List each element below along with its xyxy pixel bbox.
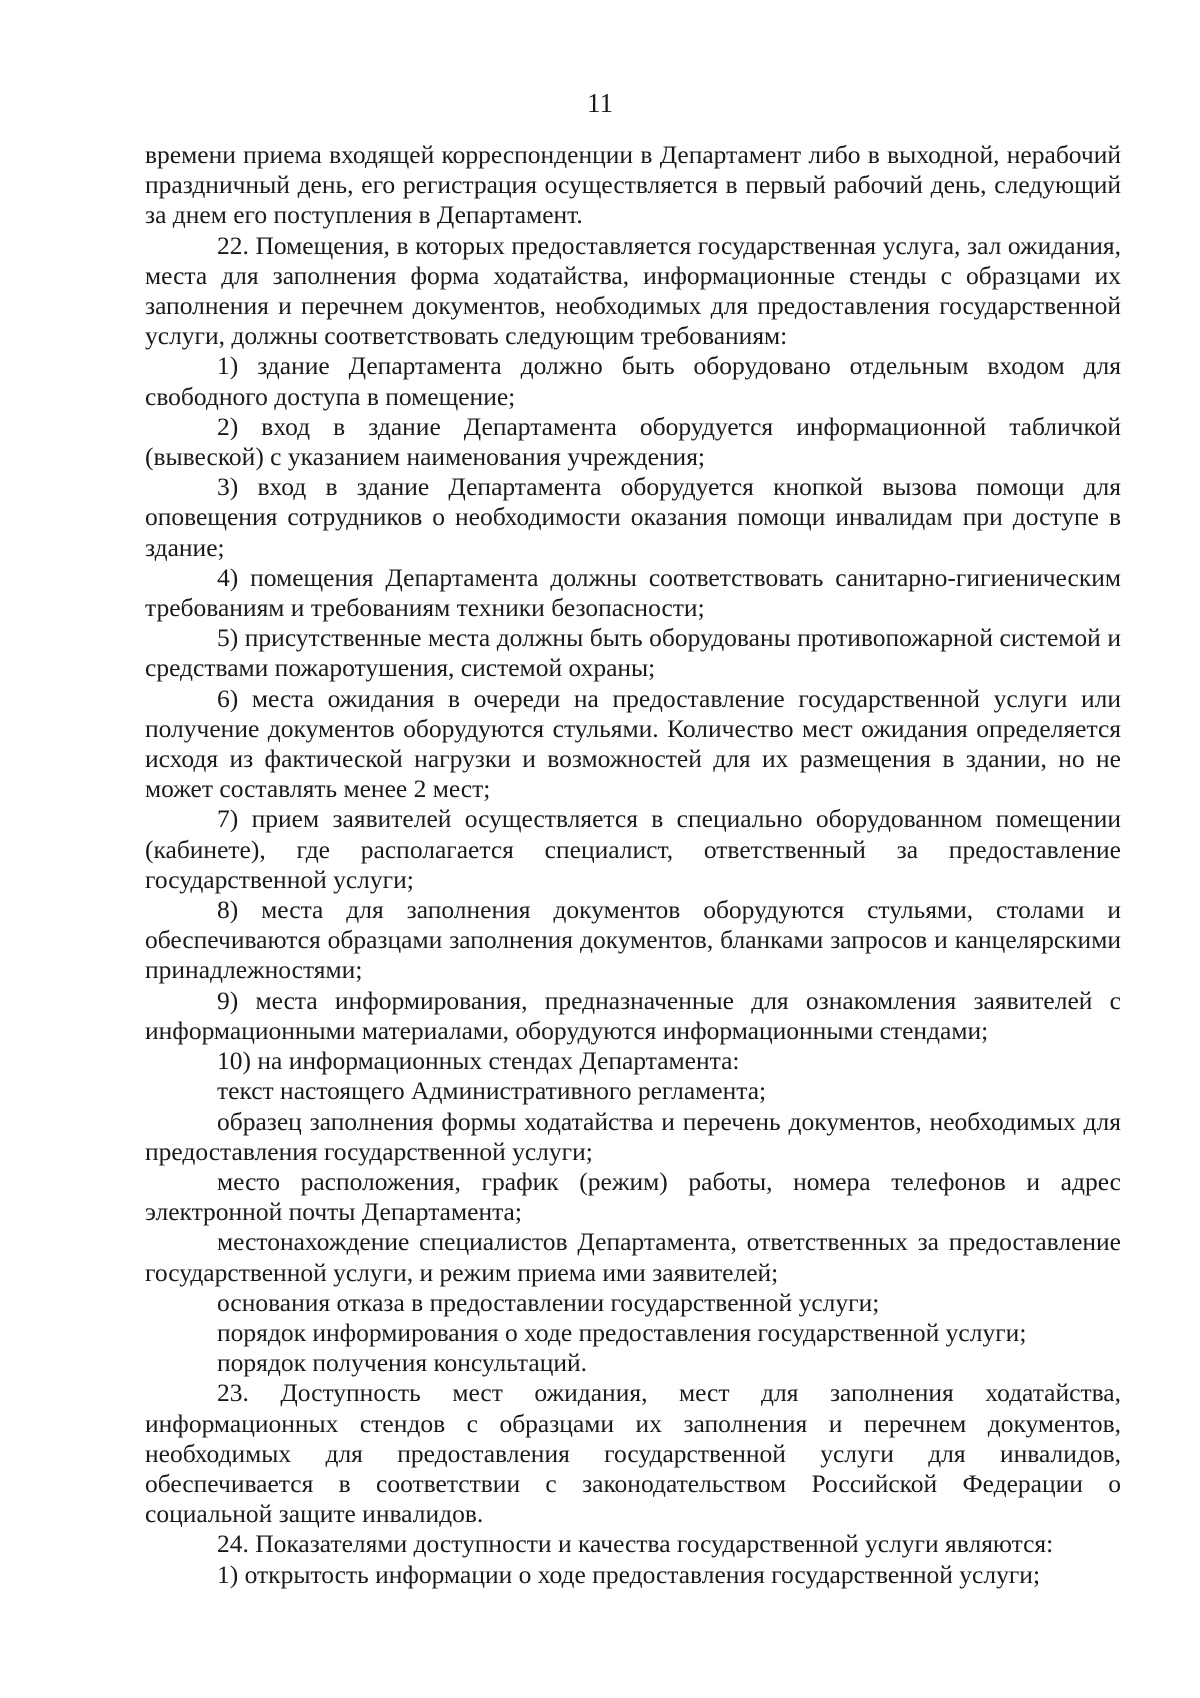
paragraph-continuation: времени приема входящей корреспонденции в Департамент либо в выходной, нерабочий праздничный день, его регистрация осуществляется в первый рабочий день, следующий за днем его поступления в Департамент. <box>145 140 1121 230</box>
list-item-10: 10) на информационных стендах Департамента: <box>217 1046 740 1076</box>
list-item-2: 2) вход в здание Департамента оборудуется информационной табличкой (вывеской) с указанием наименования учреждения; <box>145 411 1121 472</box>
page-number: 11 <box>587 88 613 118</box>
list-item-5: 5) присутственные места должны быть оборудованы противопожарной системой и средствами пожаротушения, системой охраны; <box>145 623 1121 683</box>
stand-item-consultations: порядок получения консультаций. <box>217 1348 588 1378</box>
list-item-8: 8) места для заполнения документов оборудуются стульями, столами и обеспечиваются образцами заполнения документов, бланками запросов и канцелярскими принадлежностями; <box>145 895 1121 985</box>
list-item-3: 3) вход в здание Департамента оборудуется кнопкой вызова помощи для оповещения сотрудников о необходимости оказания помощи инвалидам при доступе в здание; <box>145 472 1121 562</box>
indicator-item-1: 1) открытость информации о ходе предоставления государственной услуги; <box>217 1559 1041 1589</box>
list-item-4: 4) помещения Департамента должны соответствовать санитарно-гигиеническим требованиям и требованиям техники безопасности; <box>145 562 1121 623</box>
document-body <box>145 140 1121 1590</box>
stand-item-location-schedule: место расположения, график (режим) работы, номера телефонов и адрес электронной почты Департамента; <box>145 1166 1121 1227</box>
stand-item-form-sample: образец заполнения формы ходатайства и перечень документов, необходимых для предоставления государственной услуги; <box>145 1106 1121 1166</box>
stand-item-specialists: местонахождение специалистов Департамента, ответственных за предоставление государственной услуги, и режим приема ими заявителей; <box>145 1227 1121 1287</box>
list-item-9: 9) места информирования, предназначенные для ознакомления заявителей с информационными материалами, оборудуются информационными стендами; <box>145 985 1121 1045</box>
stand-item-regulation-text: текст настоящего Административного регламента; <box>217 1076 767 1106</box>
list-item-6: 6) места ожидания в очереди на предоставление государственной услуги или получение документов оборудуются стульями. Количество мест ожидания определяется исходя из фактической нагрузки и возможностей для их размещения в здании, но не может составлять менее 2 мест; <box>145 683 1121 804</box>
paragraph-22: 22. Помещения, в которых предоставляется государственная услуга, зал ожидания, места для заполнения форма ходатайства, информационные стенды с образцами их заполнения и перечнем документов, необходимых для предоставления государственной услуги, должны соответствовать следующим требованиям: <box>145 230 1121 351</box>
paragraph-23: 23. Доступность мест ожидания, мест для заполнения ходатайства, информационных стендов с образцами их заполнения и перечнем документов, необходимых для предоставления государственной услуги для инвалидов, обеспечивается в соответствии с законодательством Российской Федерации о социальной защите инвалидов. <box>145 1378 1121 1529</box>
list-item-7: 7) прием заявителей осуществляется в специально оборудованном помещении (кабинете), где располагается специалист, ответственный за предоставление государственной услуги; <box>145 804 1121 894</box>
list-item-1: 1) здание Департамента должно быть оборудовано отдельным входом для свободного доступа в помещение; <box>145 351 1121 411</box>
stand-item-progress-info: порядок информирования о ходе предоставления государственной услуги; <box>217 1317 1027 1347</box>
paragraph-24: 24. Показателями доступности и качества государственной услуги являются: <box>217 1529 1054 1559</box>
stand-item-refusal-grounds: основания отказа в предоставлении государственной услуги; <box>217 1287 880 1317</box>
